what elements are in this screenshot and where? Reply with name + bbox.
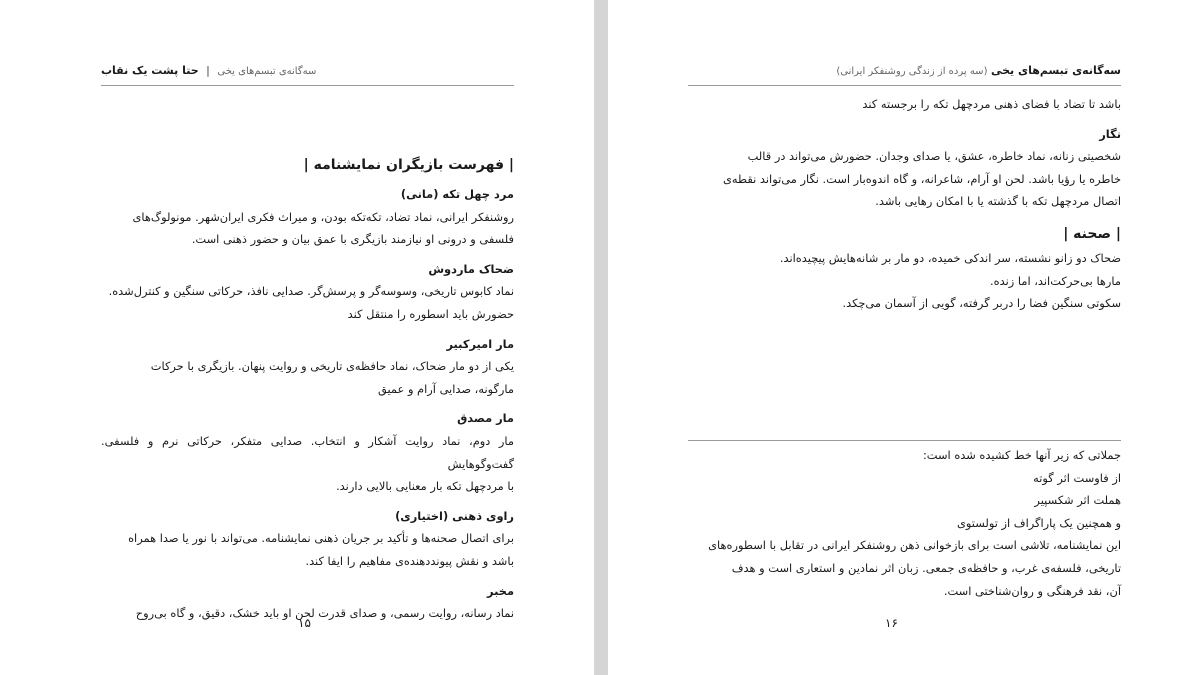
scene-title: | صحنه | bbox=[1063, 225, 1121, 242]
footnote-line: جملاتی که زیر آنها خط کشیده شده است: bbox=[922, 448, 1121, 462]
left-page bbox=[0, 0, 594, 675]
book-gutter bbox=[594, 0, 608, 675]
right-header-subtitle: (سه پرده از زندگی روشنفکر ایرانی) bbox=[836, 66, 988, 77]
role-description-line: مارگونه، صدایی آرام و عمیق bbox=[378, 381, 514, 396]
role-description-line: مار دوم، نماد روایت آشکار و انتخاب. صدایی متفکر، حرکاتی نرم و فلسفی. گفت‌وگوهایش bbox=[101, 433, 514, 471]
role-name: مار امیرکبیر bbox=[446, 336, 514, 351]
footnote-line: این نمایشنامه، تلاشی است برای بازخوانی ذهن روشنفکر ایرانی در تقابل با اسطوره‌های bbox=[708, 538, 1121, 553]
role-name: ضحاک ماردوش bbox=[428, 261, 514, 276]
left-header-subtitle: سه‌گانه‌ی تبسم‌های یخی bbox=[217, 66, 317, 77]
intro-line: باشد تا تضاد با فضای ذهنی مردچهل تکه را برجسته کند bbox=[862, 97, 1121, 111]
left-running-header bbox=[101, 61, 514, 86]
right-header-title: سه‌گانه‌ی تبسم‌های یخی bbox=[990, 64, 1121, 77]
footnote-line: هملت اثر شکسپیر bbox=[1034, 493, 1121, 508]
scene-line: مارها بی‌حرکت‌اند، اما زنده. bbox=[990, 273, 1121, 288]
role-description-line: خاطره یا رؤیا باشد. لحن او آرام، شاعرانه، و گاه اندوه‌بار است. نگار می‌تواند نقطه‌ی bbox=[722, 171, 1121, 186]
right-main-text bbox=[688, 93, 1121, 315]
role-description-line: فلسفی و درونی او نیازمند بازیگری با عمق بیان و حضور ذهنی است. bbox=[191, 232, 514, 247]
role-description-line: نماد کابوس تاریخی، وسوسه‌گر و پرسش‌گر. صدایی نافذ، حرکاتی سنگین و کنترل‌شده. bbox=[108, 284, 514, 299]
role-entry bbox=[101, 333, 514, 401]
role-description-line: باشد و نقش پیونددهنده‌ی مفاهیم را ایفا کند. bbox=[305, 553, 514, 568]
role-description-line: اتصال مردچهل تکه با گذشته یا با امکان رهایی باشد. bbox=[875, 194, 1121, 209]
role-entry bbox=[101, 407, 514, 497]
role-description-line: روشنفکر ایرانی، نماد تضاد، تکه‌تکه بودن، و میراث فکری ایران‌شهر. مونولوگ‌های bbox=[132, 209, 514, 224]
right-page bbox=[608, 0, 1200, 675]
role-name: مار مصدق bbox=[457, 411, 514, 426]
left-header-title: حتا پشت یک نقاب bbox=[101, 64, 199, 77]
role-entry bbox=[101, 258, 514, 326]
footnote bbox=[688, 444, 1121, 602]
role-description-line: حضورش باید اسطوره را منتقل کند bbox=[347, 306, 514, 321]
cast-list-title: | فهرست بازیگران نمایشنامه | bbox=[303, 157, 514, 173]
role-name: مخبر bbox=[487, 583, 514, 598]
left-page-number: ۱۵ bbox=[298, 616, 311, 630]
left-header-separator: | bbox=[206, 64, 210, 77]
role-description-line: نماد رسانه، روایت رسمی، و صدای قدرت لحن او باید خشک، دقیق، و گاه بی‌روح bbox=[135, 606, 514, 621]
role-description-line: با مردچهل تکه بار معنایی بالایی دارند. bbox=[336, 479, 514, 494]
footnote-line: تاریخی، فلسفه‌ی غرب، و حافظه‌ی جمعی. زبان اثر نمادین و استعاری است و هدف bbox=[731, 560, 1121, 575]
role-name: مرد چهل تکه (مانی) bbox=[400, 187, 514, 201]
footnote-line: آن، نقد فرهنگی و روان‌شناختی است. bbox=[943, 583, 1121, 598]
role-name: راوی ذهنی (اختیاری) bbox=[395, 508, 514, 523]
role-entry bbox=[688, 123, 1121, 213]
role-description-line: شخصیتی زنانه، نماد خاطره، عشق، یا صدای وجدان. حضورش می‌تواند در قالب bbox=[747, 149, 1121, 164]
role-description-line: یکی از دو مار ضحاک، نماد حافظه‌ی تاریخی و روایت پنهان. بازیگری با حرکات bbox=[150, 359, 514, 374]
footnote-divider bbox=[688, 440, 1121, 441]
right-page-number: ۱۶ bbox=[885, 616, 898, 630]
role-description-line: برای اتصال صحنه‌ها و تأکید بر جریان ذهنی نمایشنامه. می‌تواند با نور یا صدا همراه bbox=[128, 531, 514, 546]
right-running-header bbox=[688, 61, 1121, 86]
footnote-line: از فاوست اثر گوته bbox=[1033, 470, 1121, 485]
footnote-line: و همچنین یک پاراگراف از تولستوی bbox=[956, 515, 1121, 530]
scene-line: ضحاک دو زانو نشسته، سر اندکی خمیده، دو مار بر شانه‌هایش پیچیده‌اند. bbox=[779, 250, 1121, 265]
scene-line: سکوتی سنگین فضا را دربر گرفته، گویی از آسمان می‌چکد. bbox=[842, 296, 1121, 311]
role-entry bbox=[101, 505, 514, 573]
role-entry bbox=[101, 183, 514, 251]
cast-list bbox=[101, 152, 514, 625]
role-name: نگار bbox=[1099, 126, 1121, 141]
